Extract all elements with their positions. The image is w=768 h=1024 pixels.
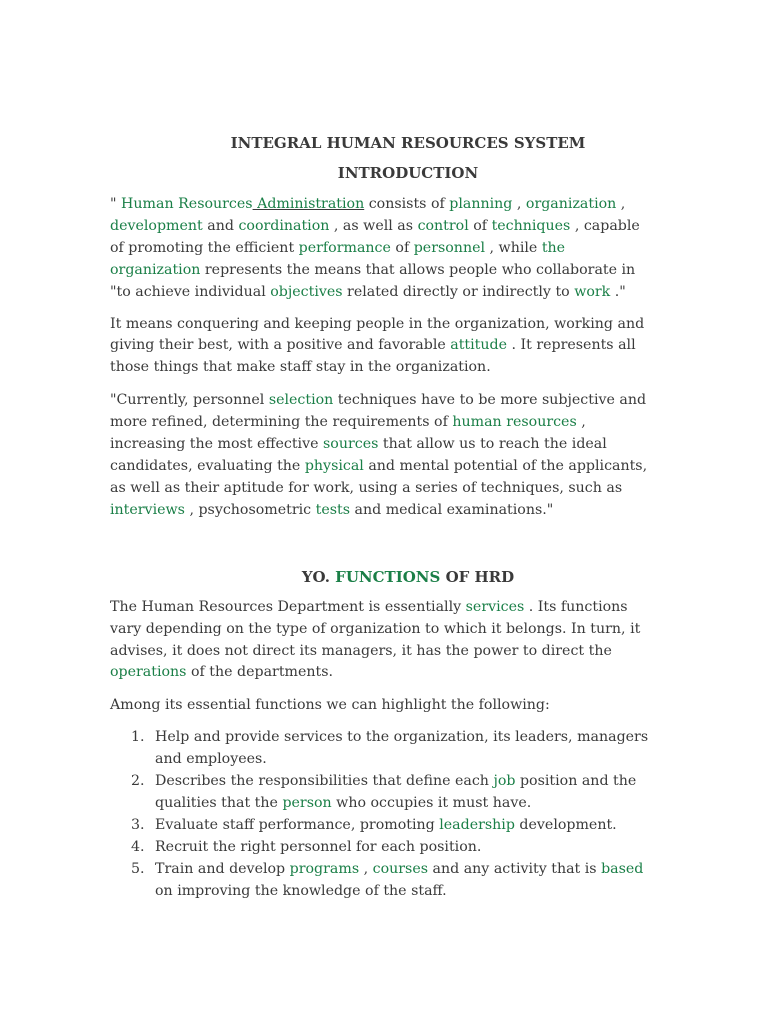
link-selection[interactable]: selection	[268, 392, 334, 409]
text-run: techniques have to be more subjective and more refined, determining the requirements of	[110, 392, 647, 431]
link-techniques[interactable]: techniques	[491, 217, 571, 234]
text-run: consists of	[364, 196, 450, 212]
intro-paragraph-1	[110, 194, 658, 304]
introduction-heading: INTRODUCTION	[337, 164, 479, 182]
link-work[interactable]: work	[574, 283, 611, 300]
text-run: and medical examinations."	[350, 501, 554, 518]
link-job[interactable]: job	[493, 773, 516, 790]
text-run: YO.	[301, 567, 336, 586]
text-run: OF HRD	[440, 567, 515, 586]
text-run: of the departments.	[186, 664, 334, 681]
list-number: 2.	[131, 773, 145, 790]
link-personnel[interactable]: personnel	[413, 239, 486, 256]
text-run: of	[468, 217, 492, 234]
link-based[interactable]: based	[601, 860, 644, 877]
link-administration[interactable]: Administration	[252, 196, 365, 212]
text-run: represents the means that allows people who collaborate in "to achieve individual	[110, 261, 636, 300]
link-person[interactable]: person	[282, 794, 332, 811]
text-run: Recruit the right personnel for each position.	[155, 838, 482, 855]
text-run: and mental potential of the applicants, as well as their aptitude for work, using a series of techniques, such as	[110, 457, 648, 496]
text-run: . It represents all those things that make staff stay in the organization.	[110, 337, 636, 376]
functions-paragraph	[110, 597, 658, 685]
link-human-resources[interactable]: Human Resources	[121, 196, 253, 212]
link-sources[interactable]: sources	[323, 436, 379, 453]
link-coordination[interactable]: coordination	[238, 217, 330, 234]
text-run: and	[202, 217, 239, 234]
link-physical[interactable]: physical	[304, 457, 364, 474]
text-run: , psychosometric	[184, 501, 316, 518]
text-run: ,	[512, 196, 526, 212]
link-functions[interactable]: FUNCTIONS	[335, 567, 441, 586]
list-number: 3.	[131, 816, 145, 833]
text-run: "Currently, personnel	[110, 392, 269, 409]
link-planning[interactable]: planning	[449, 196, 513, 212]
functions-lead-in: Among its essential functions we can highlight the following:	[110, 697, 550, 714]
intro-paragraph-2	[110, 314, 658, 380]
text-run: that allow us to reach the ideal candidates, evaluating the	[110, 436, 607, 474]
list-item	[110, 837, 658, 859]
text-run: Help and provide services to the organization, its leaders, managers and employees.	[155, 729, 649, 768]
list-item	[110, 815, 658, 837]
list-item	[110, 771, 658, 815]
text-run: and any activity that is	[428, 860, 602, 877]
text-run: , as well as	[329, 217, 418, 234]
text-run: ."	[610, 283, 626, 300]
list-number: 1.	[131, 729, 145, 746]
link-tests[interactable]: tests	[315, 501, 350, 518]
text-run: related directly or indirectly to	[342, 283, 575, 300]
link-performance[interactable]: performance	[298, 239, 391, 256]
text-run: It means conquering and keeping people in the organization, working and giving their best, with a positive and favorable	[110, 315, 645, 354]
link-human-resources-2[interactable]: human resources	[452, 414, 577, 431]
list-item	[110, 727, 658, 771]
link-control[interactable]: control	[417, 217, 469, 234]
intro-paragraph-3	[110, 390, 658, 521]
text-run: . Its functions vary depending on the type of organization to which it belongs. In turn, it advises, it does not direct its managers, it has the power to direct the	[110, 598, 641, 659]
list-number: 5.	[131, 860, 145, 877]
link-the-organization[interactable]: the organization	[110, 239, 566, 278]
text-run: Describes the responsibilities that define each	[155, 773, 494, 790]
text-run: "	[110, 196, 122, 212]
text-run: on improving the knowledge of the staff.	[155, 882, 447, 899]
document-title: INTEGRAL HUMAN RESOURCES SYSTEM	[230, 134, 586, 152]
link-development[interactable]: development	[110, 217, 203, 234]
text-run: , increasing the most effective	[110, 414, 586, 453]
link-programs[interactable]: programs	[289, 860, 360, 877]
link-leadership[interactable]: leadership	[439, 816, 515, 833]
text-run: position and the qualities that the	[155, 773, 637, 811]
text-run: who occupies it must have.	[331, 794, 532, 811]
list-number: 4.	[131, 838, 145, 855]
text-run: The Human Resources Department is essentially	[110, 598, 466, 615]
link-objectives[interactable]: objectives	[270, 283, 343, 300]
link-organization[interactable]: organization	[525, 196, 617, 212]
link-attitude[interactable]: attitude	[450, 337, 507, 354]
document-page	[110, 130, 658, 902]
link-operations[interactable]: operations	[110, 664, 187, 681]
link-courses[interactable]: courses	[372, 860, 429, 877]
text-run: , while	[485, 239, 542, 256]
functions-list	[110, 727, 658, 902]
text-run: ,	[616, 196, 626, 212]
text-run: , capable of promoting the efficient	[110, 217, 640, 256]
text-run: of	[390, 239, 414, 256]
text-run: development.	[514, 816, 617, 833]
text-run: Evaluate staff performance, promoting	[155, 816, 440, 833]
list-item	[110, 859, 658, 903]
text-run: Train and develop	[155, 860, 290, 877]
link-services[interactable]: services	[465, 598, 525, 615]
functions-heading	[110, 564, 658, 590]
link-interviews[interactable]: interviews	[110, 501, 185, 518]
text-run: ,	[359, 860, 373, 877]
